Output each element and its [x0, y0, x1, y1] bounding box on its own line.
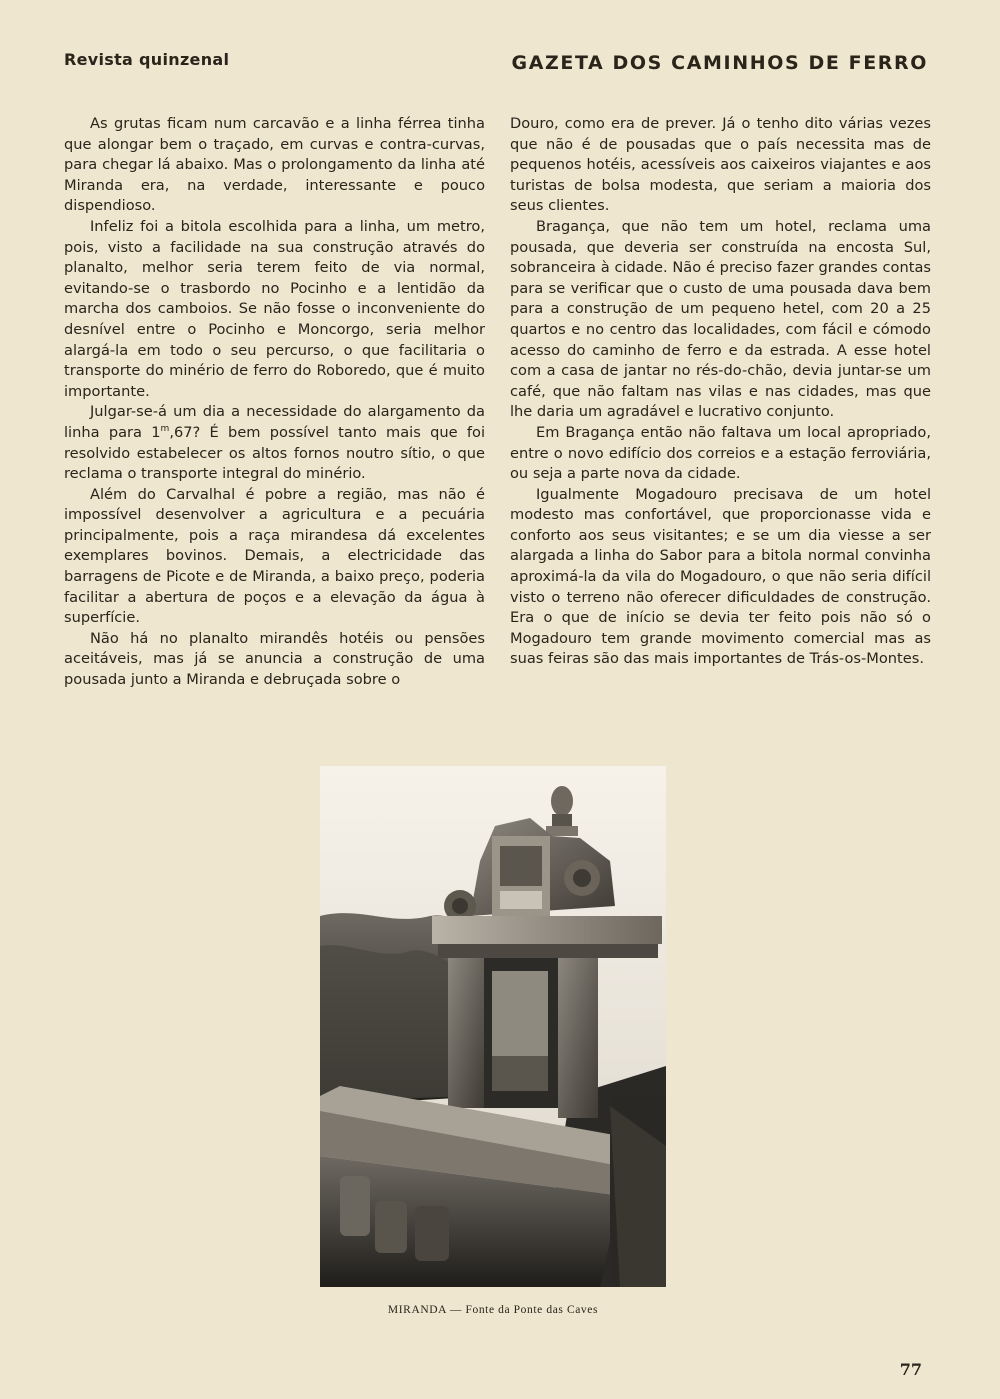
left-text-column — [64, 114, 485, 691]
paragraph: Além do Carvalhal é pobre a região, mas não é impossível desenvolver a agricultura e a pecuária principalmente, pois a raça mirandesa dá excelentes exemplares bovinos. Demais, a electricidade das barragens de Picote e de Miranda, a baixo preço, poderia facilitar a abertura de poços e a elevação da água à superfície. — [64, 485, 485, 627]
paragraph: Infeliz foi a bitola escolhida para a linha, um metro, pois, visto a facilidade na sua construção através do planalto, melhor seria terem feito de via normal, evitando-se o trasbordo no Pocinho e a lentidão da marcha dos camboios. Se não fosse o inconveniente do desnível entre o Pocinho e Moncorgo, seria melhor alargá-la em todo o seu percurso, o que facilitaria o transporte do minério de ferro do Roboredo, que é muito importante. — [64, 217, 485, 400]
paragraph: Em Bragança então não faltava um local apropriado, entre o novo edifício dos correios e a estação ferroviária, ou seja a parte nova da cidade. — [510, 423, 931, 483]
page-number: 77 — [899, 1360, 922, 1379]
paragraph: As grutas ficam num carcavão e a linha férrea tinha que alongar bem o traçado, em curvas e contra-curvas, para chegar lá abaixo. Mas o prolongamento da linha até Miranda era, na verdade, interessante e pouco dispendioso. — [64, 115, 485, 215]
paragraph: Julgar-se-á um dia a necessidade do alargamento da linha para 1$^m$,67? É bem possível tanto mais que foi resolvido estabelecer os altos fornos noutro sítio, o que reclama o transporte integral do minério. — [64, 403, 486, 483]
right-text-column — [510, 114, 931, 670]
paragraph: Bragança, que não tem um hotel, reclama uma pousada, que deveria ser construída na encosta Sul, sobranceira à cidade. Não é preciso fazer grandes contas para se verificar que o custo de uma pousada dava bem para a construção de um pequeno hetel, com 20 a 25 quartos e no centro das localidades, com fácil e cómodo acesso do caminho de ferro e da estrada. A esse hotel com a casa de jantar no rés-do-chão, devia juntar-se um café, que não faltam nas vilas e nas cidades, mas que lhe daria um agradável e lucrativo conjunto. — [510, 217, 931, 421]
fountain-photo — [320, 766, 666, 1287]
paragraph: Não há no planalto mirandês hotéis ou pensões aceitáveis, mas já se anuncia a construção de uma pousada junto a Miranda e debruçada sobre o — [64, 629, 485, 689]
fountain-illustration — [320, 766, 666, 1287]
header-periodicity: Revista quinzenal — [64, 50, 230, 69]
paragraph: Douro, como era de prever. Já o tenho dito várias vezes que não é de pousadas que o país necessita mas de pequenos hotéis, acessíveis aos caixeiros viajantes e aos turistas de bolsa modesta, que seriam a maioria dos seus clientes. — [510, 115, 931, 215]
photo-caption: MIRANDA — Fonte da Ponte das Caves — [387, 1304, 599, 1316]
header-magazine-title: GAZETA DOS CAMINHOS DE FERRO — [511, 52, 928, 74]
paragraph: Igualmente Mogadouro precisava de um hotel modesto mas confortável, que proporcionasse vida e conforto aos seus visitantes; e se um dia viesse a ser alargada a linha do Sabor para a bitola normal convinha aproximá-la da vila do Mogadouro, o que não seria difícil visto o terreno não oferecer dificuldades de construção. Era o que de início se devia ter feito pois não só o Mogadouro tem grande movimento comercial mas as suas feiras são das mais importantes de Trás-os-Montes. — [510, 485, 931, 668]
